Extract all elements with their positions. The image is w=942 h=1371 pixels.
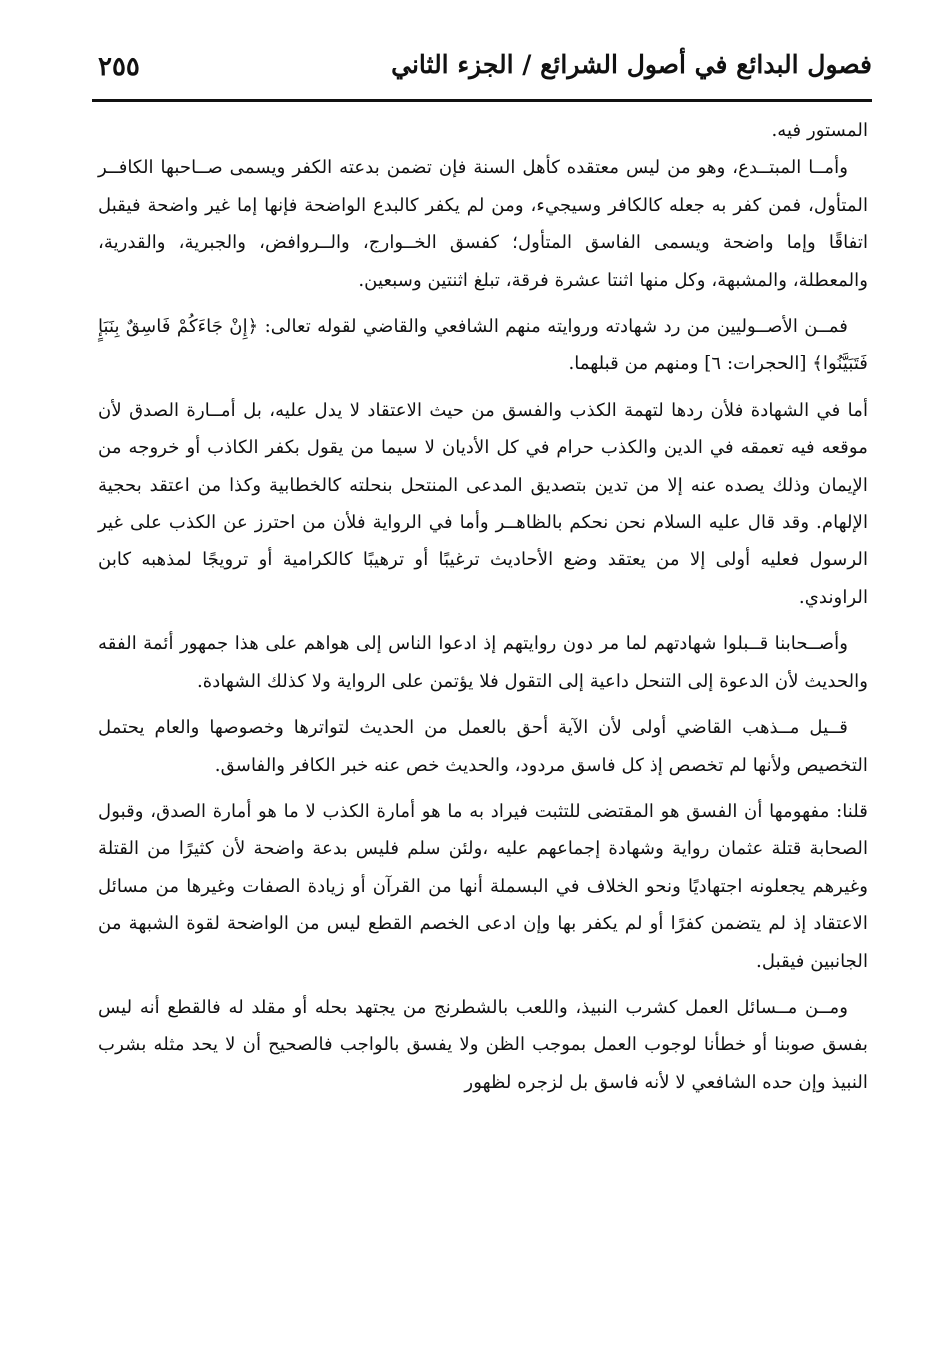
paragraph-continuation: المستور فيه.: [771, 120, 868, 141]
paragraph-objection: قــيل مــذهب القاضي أولى لأن الآية أحق بالعمل من الحديث لتواترها وخصوصها والعام يحتمل التخصيص ولأنها لم تخصص إذ كل فاسق مردود، والحديث خص عنه خبر الكافر والفاسق.: [98, 717, 868, 776]
paragraph-reply: قلنا: مفهومها أن الفسق هو المقتضى للتثبت فيراد به ما هو أمارة الكذب لا ما هو أمارة الصدق، وقبول الصحابة قتلة عثمان رواية وشهادة إجماعهم عليه ،ولئن سلم فليس بدعة واضحة لأن كثيرًا من القتلة وغيرهم يجعلونه اجتهاديًا ونحو الخلاف في البسملة أنها من القرآن أو زيادة الصفات وغيرها من مسائل الاعتقاد إذ لم يتضمن كفرًا أو لم يكفر بها وإن ادعى الخصم القطع ليس من الواضحة لقوة الشبهة من الجانبين فيقبل.: [98, 800, 868, 972]
paragraph-practice: ومــن مــسائل العمل كشرب النبيذ، واللعب بالشطرنج من يجتهد بحله أو مقلد له فالقطع أنه ليس بفسق صوبنا أو خطأنا لوجوب العمل بموجب الظن ولا يفسق بالواجب فالصحيح أن لا يحد مثله بشرب النبيذ وإن حده الشافعي لا لأنه فاسق بل لزجره لظهور: [98, 996, 868, 1093]
running-title: فصول البدائع في أصول الشرائع / الجزء الثاني: [391, 50, 872, 79]
main-text: [98, 112, 868, 1101]
page-header: [92, 50, 872, 100]
paragraph-usuliyyin: فمــن الأصــوليين من رد شهادته وروايته منهم الشافعي والقاضي لقوله تعالى: ﴿إِنْ جَاءَكُمْ فَاسِقٌ بِنَبَإٍ فَتَبَيَّنُوا﴾ [الحجرات: ٦] ومنهم من قبلهما.: [98, 316, 868, 375]
paragraph-innovator: وأمــا المبتــدع، وهو من ليس معتقده كأهل السنة فإن تضمن بدعته الكفر ويسمى صــاحبها الكافــر المتأول، فمن كفر به جعله كالكافر وسيجيء، ومن لم يكفر كالبدع الواضحة فإنها إما غير واضحة فيقبل اتفاقًا وإما واضحة ويسمى الفاسق المتأول؛ كفسق الخــوارج، والــروافض، والجبرية، والقدرية، والمعطلة، والمشبهة، وكل منها اثنتا عشرة فرقة، تبلغ اثنتين وسبعين.: [98, 157, 868, 291]
paragraph-companions: وأصــحابنا قــبلوا شهادتهم لما مر دون روايتهم إذ ادعوا الناس إلى هواهم على هذا جمهور أئمة الفقه والحديث لأن الدعوة إلى التنحل داعية إلى التقول فلا يؤتمن على الرواية ولا كذلك الشهادة.: [98, 633, 868, 692]
header-rule: [92, 99, 872, 102]
paragraph-testimony: أما في الشهادة فلأن ردها لتهمة الكذب والفسق من حيث الاعتقاد لا يدل عليه، بل أمــارة الصدق لأن موقعه فيه تعمقه في الدين والكذب حرام في كل الأديان لا سيما من يقول بكفر الكاذب أو خروجه من الإيمان وذلك يصده عنه إلا من تدين بتصديق المدعى المنتحل بنحلته كالخطابية وكذا من اعتقد بحجية الإلهام. وقد قال عليه السلام نحن نحكم بالظاهــر وأما في الرواية فلأن من احترز عن الكذب على غير الرسول فعليه أولى إلا من يعتقد وضع الأحاديث ترغيبًا أو ترهيبًا كالكرامية أو ترويجًا لمذهبه كابن الراوندي.: [98, 399, 868, 608]
page-number: ٢٥٥: [98, 52, 140, 82]
